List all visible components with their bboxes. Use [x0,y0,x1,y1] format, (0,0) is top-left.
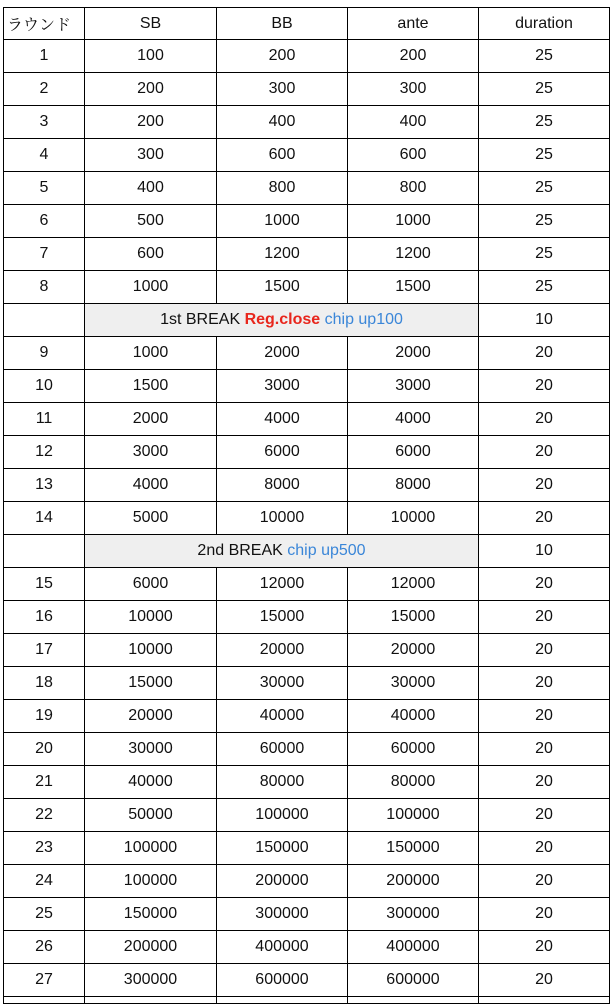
cell-ante: 800 [348,172,479,205]
cell-duration: 25 [479,73,610,106]
levels-block-1 [4,40,610,304]
cell-bb: 300000 [217,898,348,931]
cell-duration: 20 [479,634,610,667]
cell-bb: 20000 [217,634,348,667]
header-sb: SB [85,8,217,40]
cell-bb: 300 [217,73,348,106]
break-label-1 [85,304,479,337]
cell-ante: 100000 [348,799,479,832]
table-row [4,403,610,436]
cell-ante: 80000 [348,766,479,799]
cell-ante: 400000 [348,931,479,964]
cell-ante: 8000 [348,469,479,502]
cell-bb: 12000 [217,568,348,601]
cell-bb: 150000 [217,832,348,865]
table-row [4,964,610,997]
cell-sb: 500 [85,205,217,238]
cell-round: 22 [4,799,85,832]
cell-duration: 20 [479,667,610,700]
table-row [4,172,610,205]
cell-duration: 20 [479,832,610,865]
cell-sb: 600 [85,238,217,271]
header-round: ラウンド [4,8,85,40]
table-row [4,469,610,502]
cell-sb: 300000 [85,964,217,997]
table-row [4,205,610,238]
cell-ante: 4000 [348,403,479,436]
cell-bb: 40000 [217,700,348,733]
cell-duration: 20 [479,403,610,436]
cell-bb: 100000 [217,799,348,832]
cell-duration: 20 [479,733,610,766]
cell-ante: 12000 [348,568,479,601]
cell-duration: 20 [479,601,610,634]
cell-round: 15 [4,568,85,601]
reg-close-note: Reg.close [244,311,321,328]
cell-sb: 200000 [85,931,217,964]
cell-ante: 2000 [348,337,479,370]
header-duration: duration [479,8,610,40]
table-row [4,766,610,799]
table-row [4,799,610,832]
cell-duration: 20 [479,502,610,535]
cell-round: 13 [4,469,85,502]
table-row [4,40,610,73]
cell-ante: 200 [348,40,479,73]
cell-sb: 5000 [85,502,217,535]
cell-ante: 6000 [348,436,479,469]
table-row [4,931,610,964]
cell-ante: 15000 [348,601,479,634]
cell-sb: 50000 [85,799,217,832]
cell-round: 26 [4,931,85,964]
levels-block-3 [4,568,610,997]
break-row-1 [4,304,610,337]
cell-bb: 600000 [217,964,348,997]
cell-bb: 6000 [217,436,348,469]
break-round-cell [4,535,85,568]
cell-duration: 25 [479,106,610,139]
cell-ante: 300000 [348,898,479,931]
cell-bb: 1200 [217,238,348,271]
cell-round: 16 [4,601,85,634]
table-row [4,865,610,898]
cell-duration: 20 [479,964,610,997]
cell-round: 7 [4,238,85,271]
cell-round: 1 [4,40,85,73]
cell-bb: 2000 [217,337,348,370]
cell-ante: 60000 [348,733,479,766]
cell-round: 21 [4,766,85,799]
table-row [4,832,610,865]
cell-ante: 1000 [348,205,479,238]
cell-ante: 600000 [348,964,479,997]
cell-bb: 800 [217,172,348,205]
break-block-1 [4,304,610,337]
cell-round: 11 [4,403,85,436]
cell-round: 20 [4,733,85,766]
cell-ante: 3000 [348,370,479,403]
cell-duration: 20 [479,865,610,898]
cell-ante: 20000 [348,634,479,667]
cell-ante: 300 [348,73,479,106]
table-row [4,733,610,766]
table-row [4,271,610,304]
blind-structure-table [3,7,610,1004]
cell-sb: 100 [85,40,217,73]
header-ante: ante [348,8,479,40]
cell-bb: 400000 [217,931,348,964]
cell-round: 17 [4,634,85,667]
break-duration: 10 [479,535,610,568]
cell-ante: 1500 [348,271,479,304]
break-duration: 10 [479,304,610,337]
levels-block-2 [4,337,610,535]
cell-ante: 30000 [348,667,479,700]
cell-bb: 4000 [217,403,348,436]
cell-round: 18 [4,667,85,700]
break-title: 1st BREAK [160,311,241,328]
cell-sb: 100000 [85,832,217,865]
cell-round: 4 [4,139,85,172]
cell-round: 14 [4,502,85,535]
header-row [4,8,610,40]
cell-sb: 15000 [85,667,217,700]
cell-ante: 150000 [348,832,479,865]
cell-bb: 60000 [217,733,348,766]
break-title: 2nd BREAK [197,542,283,559]
cell-sb: 40000 [85,766,217,799]
cell-ante: 1200 [348,238,479,271]
table-row [4,139,610,172]
cell-sb: 2000 [85,403,217,436]
cell-bb: 1500 [217,271,348,304]
table-row [4,436,610,469]
cell-duration: 25 [479,238,610,271]
cell-round: 24 [4,865,85,898]
cell-round: 25 [4,898,85,931]
table-row [4,601,610,634]
cell-duration: 25 [479,139,610,172]
cell-round: 10 [4,370,85,403]
table-row [4,337,610,370]
cell-bb: 10000 [217,502,348,535]
chip-up-note: chip up100 [324,311,403,328]
cell-ante: 10000 [348,502,479,535]
cell-round: 23 [4,832,85,865]
cell-sb: 4000 [85,469,217,502]
cell-bb: 1000 [217,205,348,238]
cell-duration: 20 [479,337,610,370]
table-row [4,700,610,733]
cell-bb: 600 [217,139,348,172]
cell-duration: 20 [479,898,610,931]
cell-sb: 10000 [85,601,217,634]
cell-duration: 25 [479,172,610,205]
cell-ante: 600 [348,139,479,172]
table-row [4,370,610,403]
cell-sb: 300 [85,139,217,172]
table-row [4,73,610,106]
cell-duration: 25 [479,205,610,238]
table-tail [4,997,610,1004]
table-row [4,667,610,700]
partial-row [4,997,610,1004]
cell-duration: 25 [479,271,610,304]
cell-ante: 400 [348,106,479,139]
cell-sb: 200 [85,73,217,106]
cell-round: 27 [4,964,85,997]
break-label-2 [85,535,479,568]
cell-sb: 1000 [85,271,217,304]
cell-sb: 200 [85,106,217,139]
cell-duration: 20 [479,469,610,502]
cell-round: 2 [4,73,85,106]
cell-bb: 200000 [217,865,348,898]
cell-bb: 400 [217,106,348,139]
header-bb: BB [217,8,348,40]
cell-sb: 400 [85,172,217,205]
cell-sb: 1500 [85,370,217,403]
cell-duration: 20 [479,799,610,832]
table-row [4,634,610,667]
cell-ante: 40000 [348,700,479,733]
cell-round: 6 [4,205,85,238]
cell-bb: 200 [217,40,348,73]
cell-duration: 20 [479,700,610,733]
table-row [4,568,610,601]
table-row [4,238,610,271]
cell-round: 3 [4,106,85,139]
cell-sb: 3000 [85,436,217,469]
cell-bb: 3000 [217,370,348,403]
cell-duration: 20 [479,931,610,964]
cell-sb: 1000 [85,337,217,370]
cell-duration: 20 [479,568,610,601]
cell-round: 19 [4,700,85,733]
cell-sb: 150000 [85,898,217,931]
cell-sb: 20000 [85,700,217,733]
cell-round: 9 [4,337,85,370]
cell-bb: 8000 [217,469,348,502]
cell-sb: 100000 [85,865,217,898]
table-row [4,898,610,931]
cell-duration: 20 [479,370,610,403]
cell-sb: 30000 [85,733,217,766]
cell-sb: 10000 [85,634,217,667]
cell-duration: 20 [479,766,610,799]
cell-sb: 6000 [85,568,217,601]
table-row [4,106,610,139]
break-row-2 [4,535,610,568]
table-row [4,502,610,535]
cell-duration: 20 [479,436,610,469]
cell-round: 8 [4,271,85,304]
cell-bb: 30000 [217,667,348,700]
break-round-cell [4,304,85,337]
cell-ante: 200000 [348,865,479,898]
cell-round: 5 [4,172,85,205]
chip-up-note: chip up500 [287,542,366,559]
cell-bb: 15000 [217,601,348,634]
cell-bb: 80000 [217,766,348,799]
cell-round: 12 [4,436,85,469]
cell-duration: 25 [479,40,610,73]
break-block-2 [4,535,610,568]
